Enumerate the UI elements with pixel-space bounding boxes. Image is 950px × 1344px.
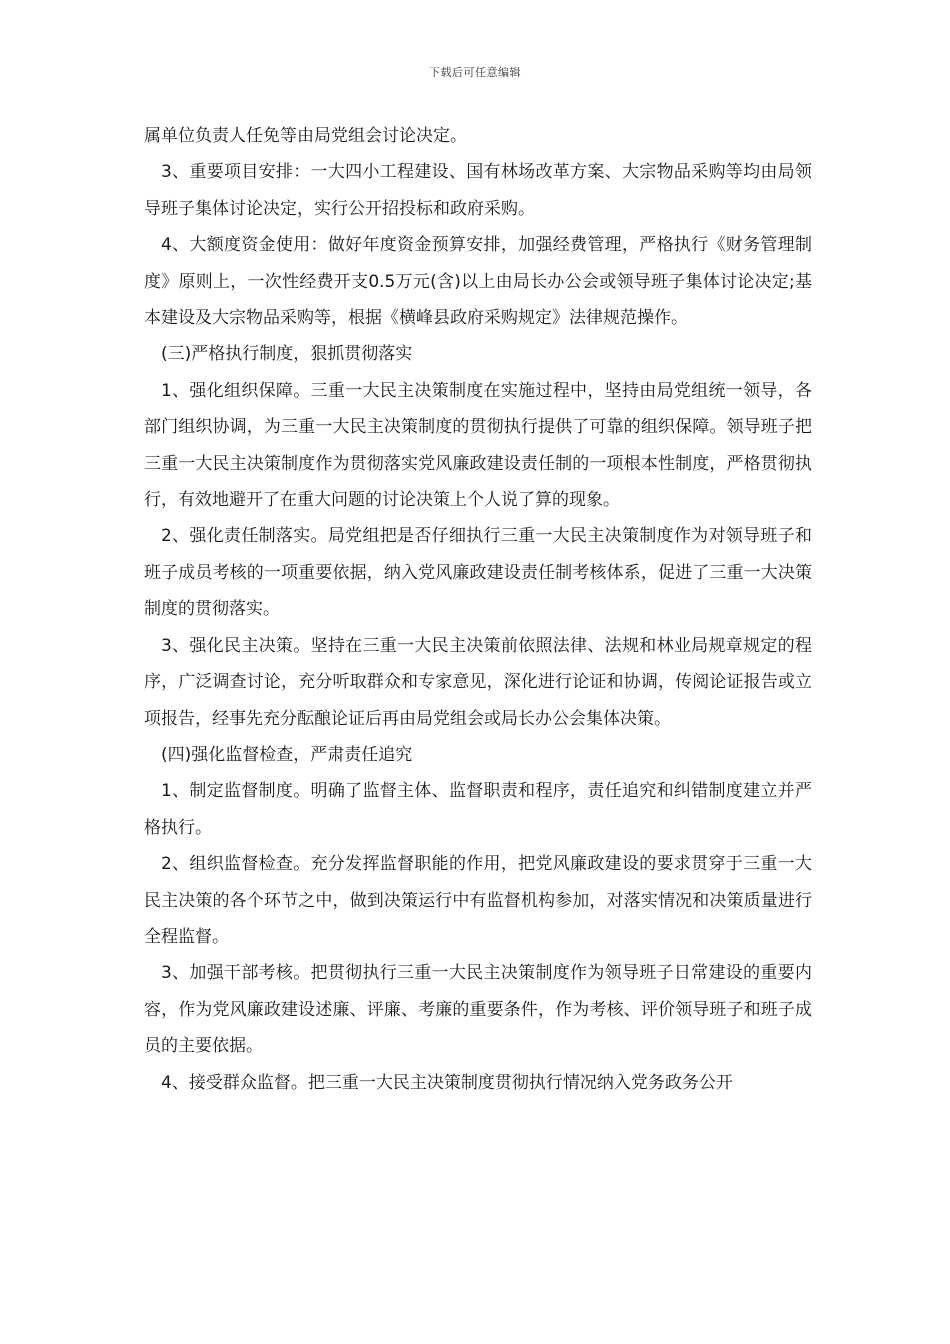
paragraph-item: 3、强化民主决策。坚持在三重一大民主决策前依照法律、法规和林业局规章规定的程序，广泛调查讨论，充分听取群众和专家意见，深化进行论证和协调，传阅论证报告或立项报告，经事先充分酝酿论证后再由局党组会或局长办公会集体决策。 xyxy=(144,635,812,729)
paragraph-item: 4、接受群众监督。把三重一大民主决策制度贯彻执行情况纳入党务政务公开 xyxy=(161,1072,733,1093)
paragraph-item: 2、组织监督检查。充分发挥监督职能的作用，把党风廉政建设的要求贯穿于三重一大民主决策的各个环节之中，做到决策运行中有监督机构参加，对落实情况和决策质量进行全程监督。 xyxy=(144,854,812,947)
paragraph-item: 3、重要项目安排：一大四小工程建设、国有林场改革方案、大宗物品采购等均由局领导班子集体讨论决定，实行公开招投标和政府采购。 xyxy=(144,162,812,219)
paragraph-item: 2、强化责任制落实。局党组把是否仔细执行三重一大民主决策制度作为对领导班子和班子成员考核的一项重要依据，纳入党风廉政建设责任制考核体系，促进了三重一大决策制度的贯彻落实。 xyxy=(144,526,812,620)
paragraph-item: 4、大额度资金使用：做好年度资金预算安排，加强经费管理，严格执行《财务管理制度》原则上，一次性经费开支0.5万元(含)以上由局长办公会或领导班子集体讨论决定;基本建设及大宗物品采购等，根据《横峰县政府采购规定》法律规范操作。 xyxy=(144,235,812,329)
paragraph-item: 1、强化组织保障。三重一大民主决策制度在实施过程中，坚持由局党组统一领导，各部门组织协调，为三重一大民主决策制度的贯彻执行提供了可靠的组织保障。领导班子把三重一大民主决策制度作为贯彻落实党风廉政建设责任制的一项根本性制度，严格贯彻执行，有效地避开了在重大问题的讨论决策上个人说了算的现象。 xyxy=(144,380,812,511)
section-heading: (四)强化监督检查，严肃责任追究 xyxy=(161,744,413,765)
paragraph-item: 3、加强干部考核。把贯彻执行三重一大民主决策制度作为领导班子日常建设的重要内容，作为党风廉政建设述廉、评廉、考廉的重要条件，作为考核、评价领导班子和班子成员的主要依据。 xyxy=(144,963,812,1057)
paragraph-continuation: 属单位负责人任免等由局党组会讨论决定。 xyxy=(144,126,467,146)
document-body xyxy=(144,118,812,1101)
paragraph-item: 1、制定监督制度。明确了监督主体、监督职责和程序，责任追究和纠错制度建立并严格执行。 xyxy=(144,781,812,838)
page-header: 下载后可任意编辑 xyxy=(429,66,521,79)
section-heading: (三)严格执行制度，狠抓贯彻落实 xyxy=(161,344,413,365)
